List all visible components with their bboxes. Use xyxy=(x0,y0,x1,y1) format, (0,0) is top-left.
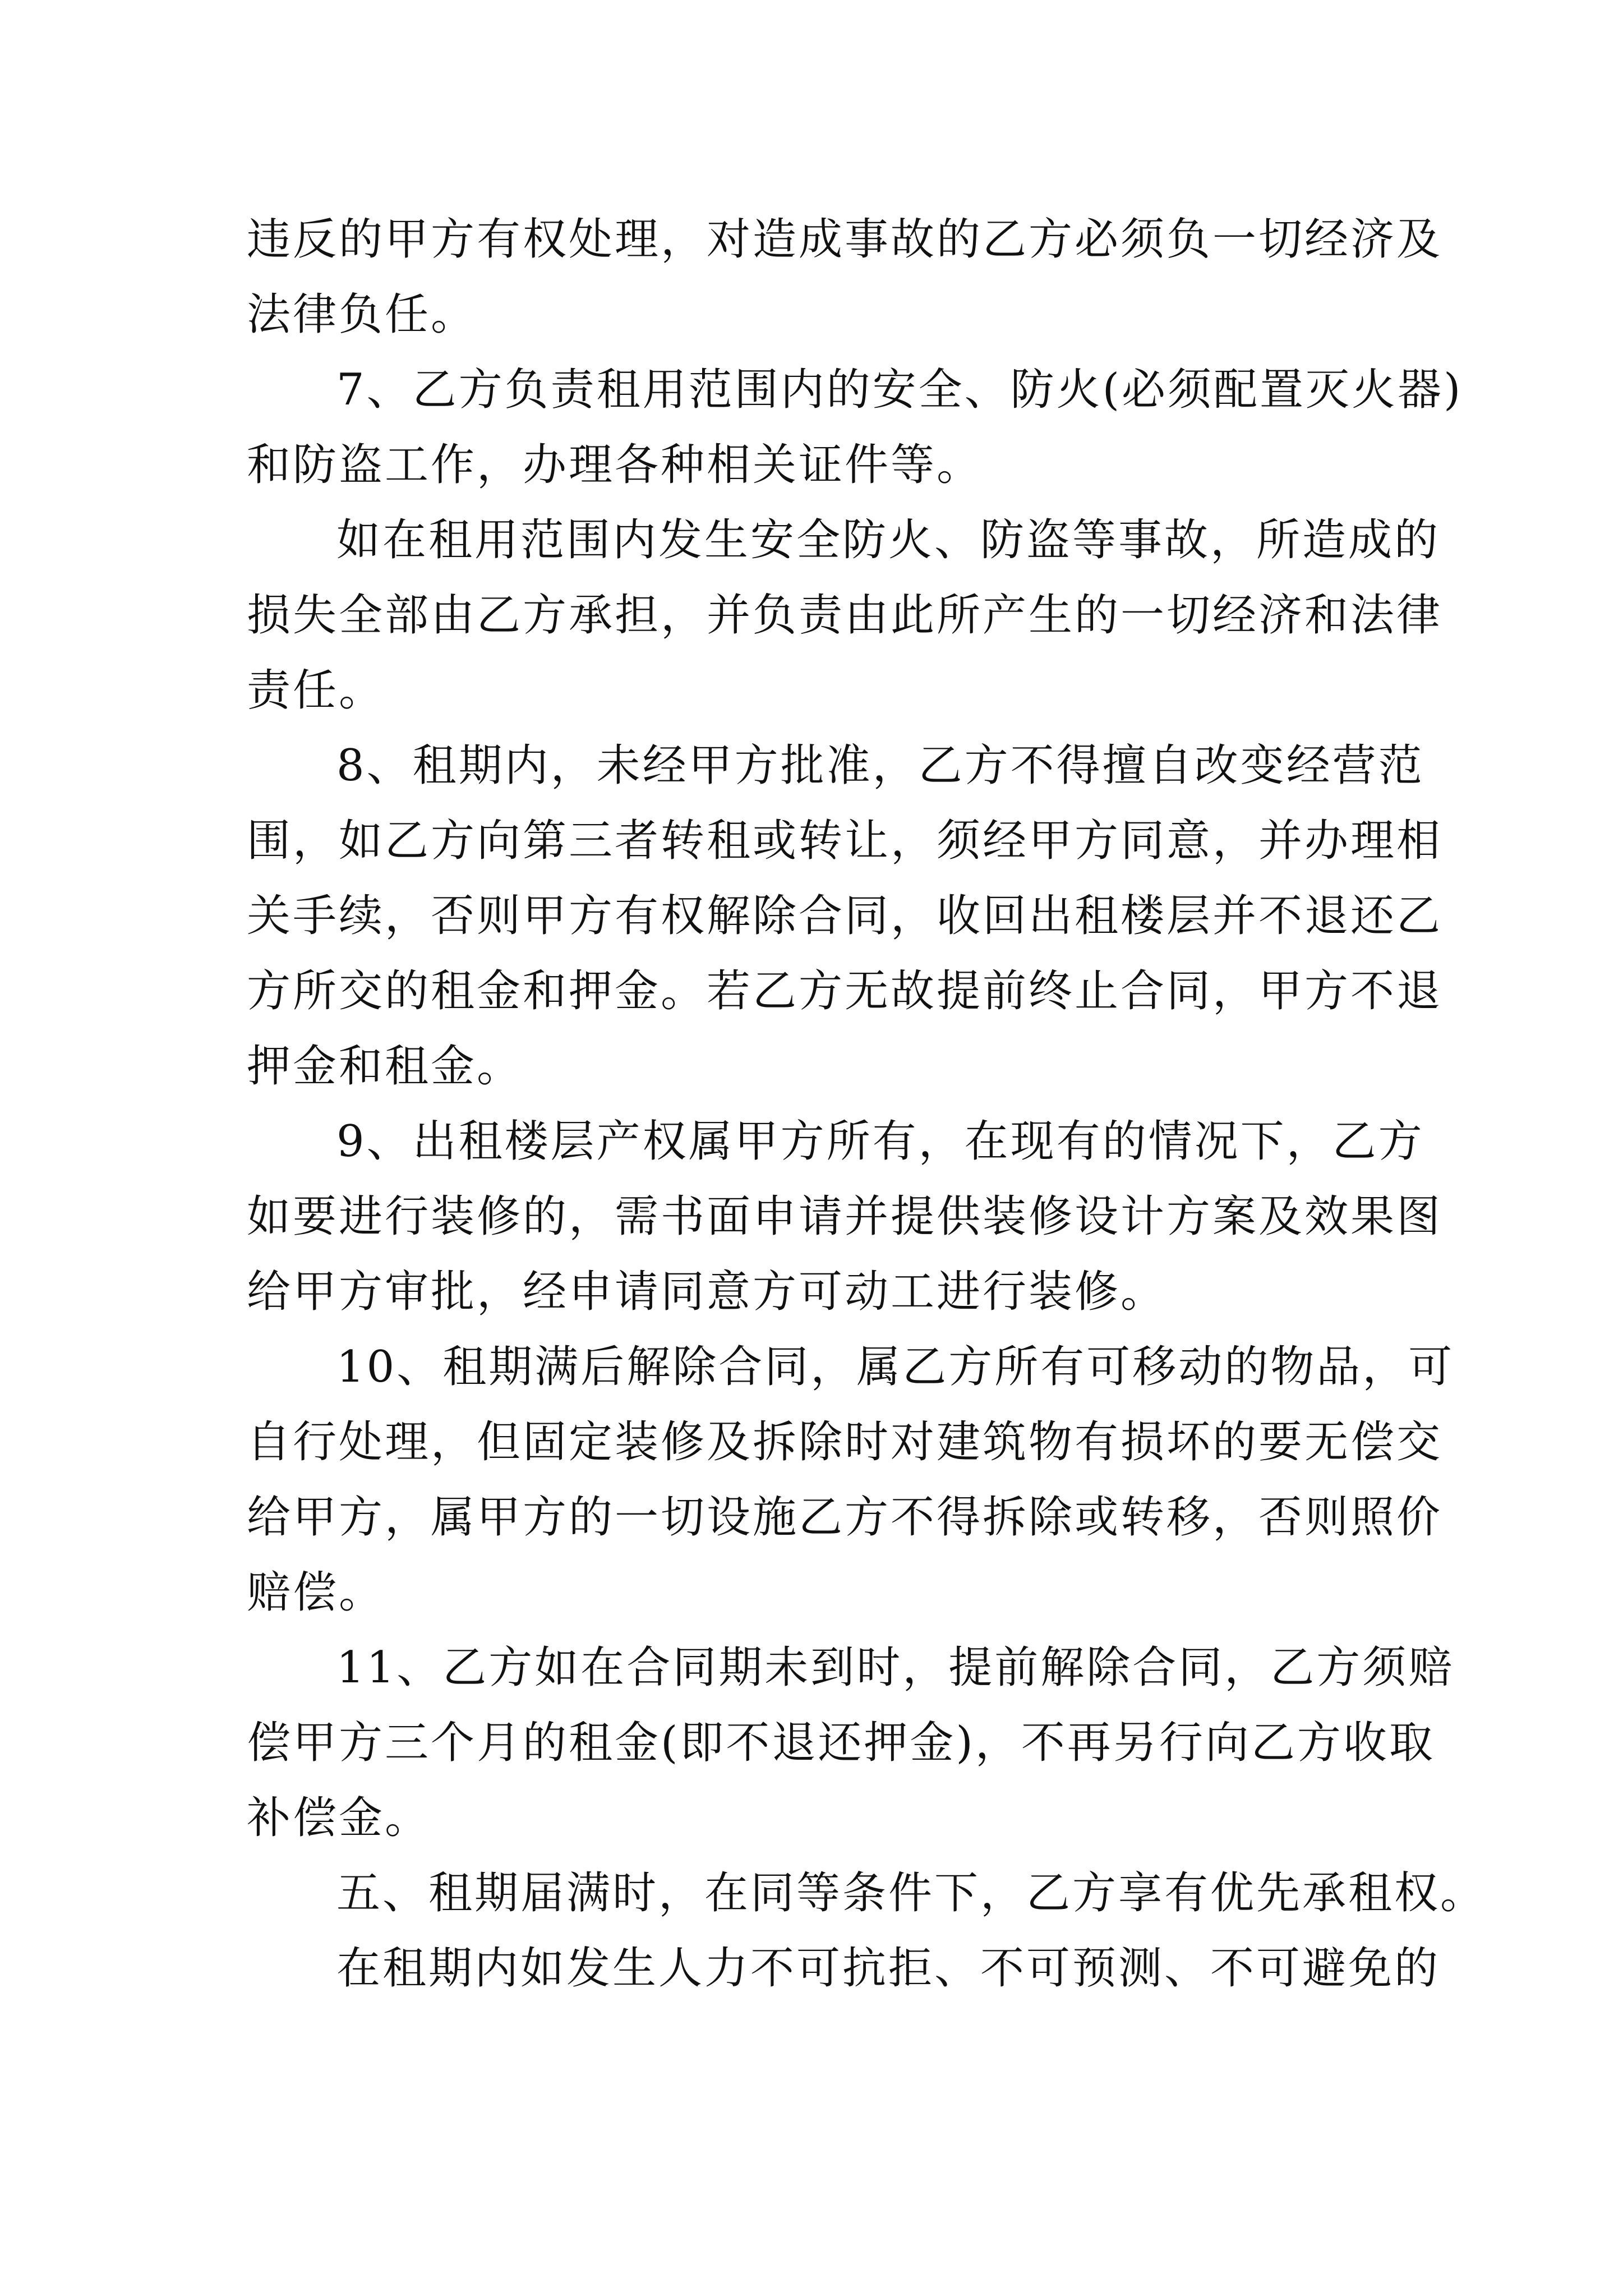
text-line: 围，如乙方向第三者转租或转让，须经甲方同意，并办理相 xyxy=(247,816,1443,866)
text-line: 法律负任。 xyxy=(247,289,477,340)
text-line: 补偿金。 xyxy=(247,1793,431,1843)
text-line: 责任。 xyxy=(247,665,385,716)
contract-body-text xyxy=(247,202,1487,2006)
text-line: 赔偿。 xyxy=(247,1567,385,1618)
text-line: 押金和租金。 xyxy=(247,1041,523,1092)
text-line: 9、出租楼层产权属甲方所有，在现有的情况下，乙方 xyxy=(336,1116,1424,1167)
text-line: 在租期内如发生人力不可抗拒、不可预测、不可避免的 xyxy=(336,1943,1441,1994)
text-line: 如要进行装修的，需书面申请并提供装修设计方案及效果图 xyxy=(247,1191,1443,1242)
text-line: 关手续，否则甲方有权解除合同，收回出租楼层并不退还乙 xyxy=(247,891,1443,941)
text-line: 方所交的租金和押金。若乙方无故提前终止合同，甲方不退 xyxy=(247,966,1443,1016)
text-line: 自行处理，但固定装修及拆除时对建筑物有损坏的要无偿交 xyxy=(247,1417,1443,1467)
text-line: 和防盗工作，办理各种相关证件等。 xyxy=(247,440,983,490)
text-line: 违反的甲方有权处理，对造成事故的乙方必须负一切经济及 xyxy=(247,214,1443,265)
text-line: 8、租期内，未经甲方批准，乙方不得擅自改变经营范 xyxy=(336,740,1424,791)
text-line: 给甲方审批，经申请同意方可动工进行装修。 xyxy=(247,1267,1167,1317)
text-line: 11、乙方如在合同期未到时，提前解除合同，乙方须赔 xyxy=(336,1642,1455,1693)
text-line: 损失全部由乙方承担，并负责由此所产生的一切经济和法律 xyxy=(247,590,1443,641)
text-line: 7、乙方负责租用范围内的安全、防火(必须配置灭火器) xyxy=(336,365,1463,415)
text-line: 五、租期届满时，在同等条件下，乙方享有优先承租权。 xyxy=(336,1868,1487,1918)
text-line: 偿甲方三个月的租金(即不退还押金)，不再另行向乙方收取 xyxy=(247,1718,1435,1768)
text-line: 10、租期满后解除合同，属乙方所有可移动的物品，可 xyxy=(336,1342,1455,1392)
text-line: 给甲方，属甲方的一切设施乙方不得拆除或转移，否则照价 xyxy=(247,1492,1443,1543)
text-line: 如在租用范围内发生安全防火、防盗等事故，所造成的 xyxy=(336,515,1441,565)
